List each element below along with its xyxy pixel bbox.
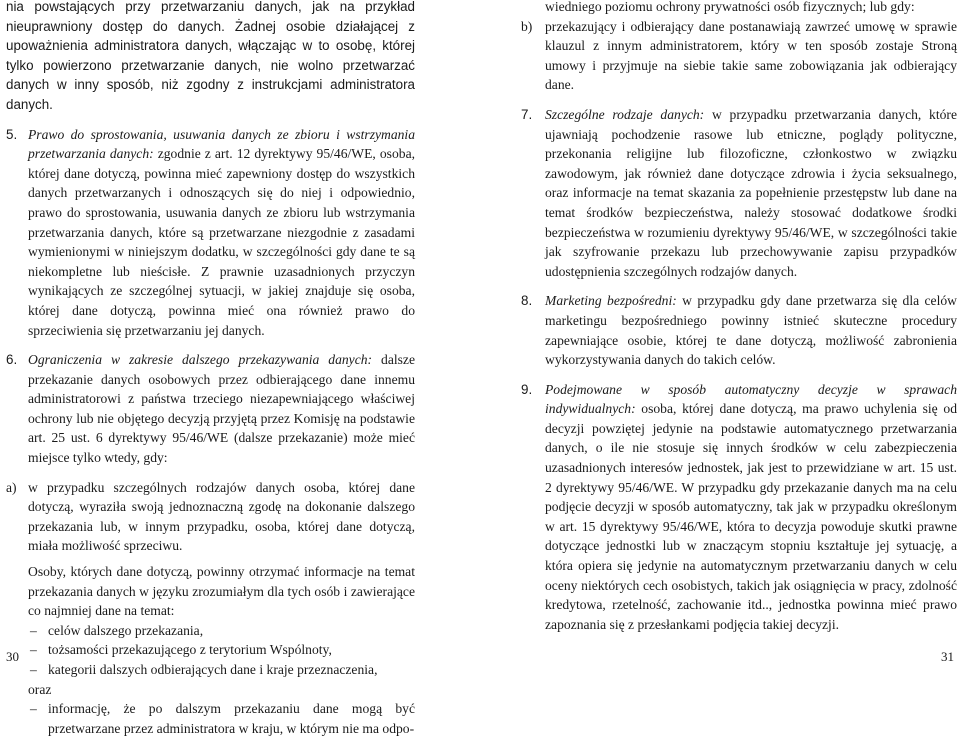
dash-item	[28, 660, 415, 680]
item-5-text: zgodnie z art. 12 dyrektywy 95/46/WE, osoba, której dane dotyczą, powinna mieć zapewniony dostęp do wszystkich danych przetwarzanych i odnoszących się do niej i odpowiednio, prawo do sprostowania, usuwania danych ze zbioru lub wstrzymania przetwarzania danych, które są przetwarzane niezgodnie z zasadami wymienionymi w niniejszym dodatku, w szczególności gdy dane te są niekompletne lub nieścisłe. Z prawnie uzasadnionych przyczyn wynikających ze szczególnej sytuacji, w jakiej znajduje się osoba, której dane dotyczą, powinna mieć ona również prawo do sprzeciwienia się przetwarzaniu jej danych.	[28, 146, 415, 338]
item-8-title: Marketing bezpośredni:	[545, 293, 677, 309]
dash-item-last	[28, 699, 415, 738]
item-7	[521, 105, 957, 281]
intro-paragraph: nia powstających przy przetwarzaniu danych, jak na przykład nieuprawniony dostęp do danych. Żadnej osobie działającej z upoważnienia administratora danych, włączając w to osobę, której tylko powierzono przetwarzanie danych, nie wolno przetwarzać danych w inny sposób, niż zgodny z instrukcjami administratora danych.	[6, 0, 415, 112]
dash-mark: –	[30, 701, 37, 717]
item-6	[6, 350, 415, 468]
dash-item-text: celów dalszego przekazania,	[48, 622, 204, 638]
item-b	[521, 17, 957, 95]
item-5	[6, 125, 415, 341]
dash-mark: –	[30, 642, 37, 658]
left-column	[6, 0, 415, 738]
item-8-number: 8.	[521, 293, 533, 309]
dash-item-text: kategorii dalszych odbierających dane i kraje przeznaczenia,	[48, 662, 378, 677]
item-7-title: Szczególne rodzaje danych:	[545, 106, 705, 122]
item-9-number: 9.	[521, 381, 533, 397]
item-6-number: 6.	[6, 352, 18, 368]
dash-mark: –	[30, 662, 37, 677]
item-6-text: dalsze przekazanie danych osobowych przez odbierającego dane innemu administratorowi z państwa trzeciego niezapewniającego właściwej ochrony lub nie objętego decyzją przyjętą przez Komisję na podstawie art. 25 ust. 6 dyrektywy 95/46/WE (dalsze przekazanie) może mieć miejsce tylko wtedy, gdy:	[28, 352, 415, 466]
item-6a	[6, 478, 415, 556]
dash-item-text: informację, że po dalszym przekazaniu dane mogą być przetwarzane przez administratora w kraju, w którym nie ma odpo-	[48, 701, 415, 736]
item-5-title: Prawo do sprostowania, usuwania danych ze zbioru i wstrzymania przetwarzania danych:	[28, 126, 415, 162]
item-9-text: osoba, której dane dotyczą, ma prawo uchylenia się od decyzji powziętej jedynie na podstawie automatycznego przetwarzania danych, o ile nie stosuje się innych środków w celu zabezpieczenia uzasadnionych interesów jednostek, jak jest to przewidziane w art. 15 ust. 2 dyrektywy 95/46/WE. W przypadku gdy przekazanie danych ma na celu podjęcie decyzji w sposób automatyczny, tak jak w przypadku określonym w art. 15 dyrektywy 95/46/WE, która to decyzja powoduje skutki prawne dotyczące jednostki lub w znaczącym stopniu kształtuje jej sytuację, a która opiera się jedynie na automatycznym przetwarzaniu danych w celu oceny niektórych cech osobistych, takich jak osiągnięcia w pracy, zdolność kredytowa, rzetelność, zachowanie itd.., jednostka powinna mieć prawo zapoznania się z przesłankami podjęcia takiej decyzji.	[545, 401, 957, 632]
oraz-text: oraz	[28, 681, 52, 697]
item-7-number: 7.	[521, 106, 533, 122]
dash-mark: –	[30, 622, 37, 638]
right-column	[521, 0, 957, 634]
item-6-title: Ograniczenia w zakresie dalszego przekazywania danych:	[28, 352, 373, 368]
page-number-right: 31	[941, 649, 954, 664]
item-8-text: w przypadku gdy dane przetwarza się dla celów marketingu bezpośredniego powinny istnieć skuteczne procedury zapewniające osobie, której te dane dotyczą, możliwość zabronienia wykorzystywania danych do takich celów.	[545, 293, 957, 368]
item-5-number: 5.	[6, 126, 18, 142]
item-6a-label: a)	[6, 479, 17, 495]
item-6a-text: w przypadku szczególnych rodzajów danych osoba, której dane dotyczą, wyraziła swoją jednoznaczną zgodę na dokonanie dalszego przekazania lub, w innym przypadku, osoba, której dane dotyczą, miała możliwość sprzeciwu.	[28, 479, 415, 554]
dash-item	[28, 640, 415, 660]
item-b-label: b)	[521, 18, 533, 34]
dash-item-text: tożsamości przekazującego z terytorium Wspólnoty,	[48, 642, 332, 658]
item-9	[521, 380, 957, 635]
item-6a-info: Osoby, których dane dotyczą, powinny otrzymać informacje na temat przekazania danych w języku zrozumiałym dla tych osób i zawierające co najmniej dane na temat:	[28, 564, 415, 619]
continued-text: wiedniego poziomu ochrony prywatności osób fizycznych; lub gdy:	[545, 0, 915, 14]
page-number-left: 30	[6, 649, 19, 664]
item-7-text: w przypadku przetwarzania danych, które ujawniają pochodzenie rasowe lub etniczne, poglądy polityczne, przekonania religijne lub filozoficzne, członkostwo w związku zawodowym, jak również dane dotyczące zdrowia i życia seksualnego, oraz informacje na temat skazania za popełnienie przestępstw lub dane na temat środków bezpieczeństwa, należy stosować dodatkowe środki bezpieczeństwa w rozumieniu dyrektywy 95/46/WE, w szczególności takie jak szyfrowanie przekazu lub przechowywanie zapisu przypadków udostępnienia szczególnych rodzajów danych.	[545, 106, 957, 279]
item-b-text: przekazujący i odbierający dane postanawiają zawrzeć umowę w sprawie klauzul z innym administratorem, który w ten sposób zostaje Stroną umowy i przyjmuje na siebie takie same zobowiązania jak odbierający dane.	[545, 18, 957, 93]
dash-item	[28, 621, 415, 641]
item-9-title: Podejmowane w sposób automatyczny decyzje w sprawach indywidualnych:	[545, 381, 957, 417]
item-8	[521, 291, 957, 369]
